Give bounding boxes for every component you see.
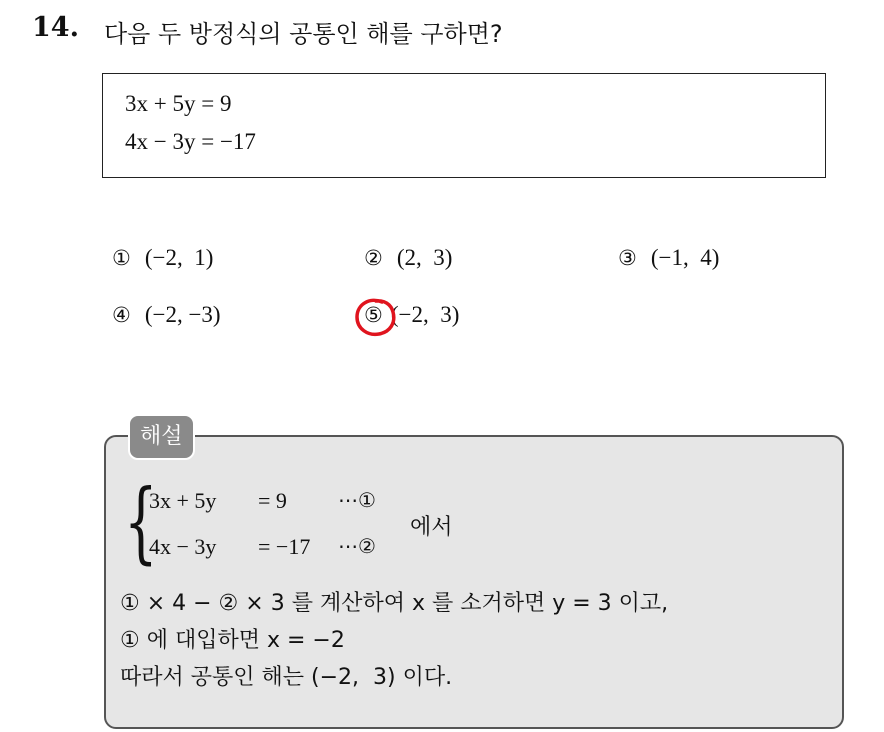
solution-line-3: 따라서 공통인 해는 (−2, 3) 이다.: [120, 665, 453, 690]
equation-1: 3x + 5y = 9: [125, 91, 232, 116]
solution-tag: 해설: [128, 414, 195, 460]
choice-2[interactable]: [364, 245, 452, 271]
choice-1[interactable]: [112, 245, 213, 271]
solution-line-1: ① × 4 − ② × 3 를 계산하여 x 를 소거하면 y = 3 이고,: [120, 591, 669, 616]
choice-mark: ①: [112, 246, 131, 270]
system-rhs-2: = −17: [258, 534, 311, 559]
equation-box: [102, 73, 826, 178]
choice-value: (−2, 3): [390, 302, 460, 327]
system-brace: {: [124, 470, 158, 573]
choice-mark: ⑤: [364, 303, 383, 327]
system-tag-2: ⋯②: [338, 534, 376, 558]
choice-mark: ②: [364, 246, 383, 270]
choice-value: (−2, 1): [144, 245, 214, 270]
choice-value: (−1, 4): [650, 245, 720, 270]
question-text: 다음 두 방정식의 공통인 해를 구하면?: [104, 20, 503, 48]
choice-value: (2, 3): [396, 245, 453, 270]
system-lhs-1: 3x + 5y: [149, 488, 217, 513]
system-tag-1: ⋯①: [338, 488, 376, 512]
choice-4[interactable]: [112, 302, 221, 328]
system-lhs-2: 4x − 3y: [149, 534, 217, 559]
system-rhs-1: = 9: [258, 488, 287, 513]
equation-2: 4x − 3y = −17: [125, 129, 256, 154]
choice-3[interactable]: [618, 245, 719, 271]
choice-value: (−2, −3): [144, 302, 221, 327]
solution-line-2: ① 에 대입하면 x = −2: [120, 628, 345, 653]
choice-mark: ④: [112, 303, 131, 327]
choice-5[interactable]: [364, 302, 459, 328]
choice-mark: ③: [618, 246, 637, 270]
system-suffix: 에서: [410, 515, 453, 540]
question-number: 14.: [32, 12, 79, 43]
